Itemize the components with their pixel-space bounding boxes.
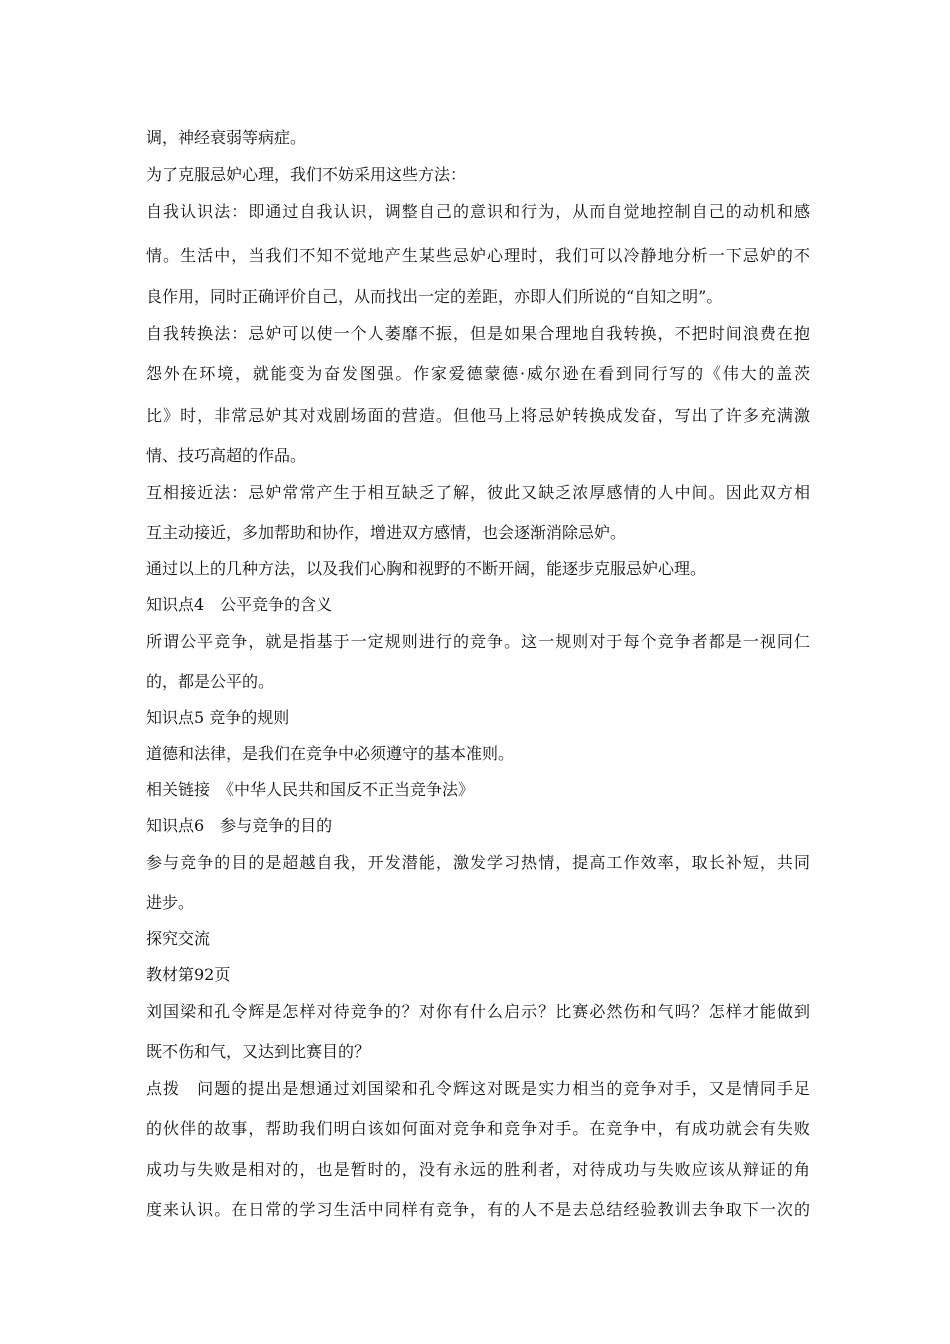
text-line: 教材第92页: [146, 965, 231, 984]
text-line: 情。生活中，当我们不知不觉地产生某些忌妒心理时，我们可以冷静地分析一下忌妒的不: [146, 246, 810, 265]
text-line: 的，都是公平的。: [146, 672, 275, 691]
text-line: 点拨 问题的提出是想通过刘国梁和孔令辉这对既是实力相当的竞争对手，又是情同手足: [146, 1079, 810, 1098]
text-line: 刘国梁和孔令辉是怎样对待竞争的？对你有什么启示？比赛必然伤和气吗？怎样才能做到: [146, 1002, 810, 1021]
text-line: 参与竞争的目的是超越自我，开发潜能，激发学习热情，提高工作效率，取长补短，共同: [146, 853, 810, 872]
text-line: 比》时，非常忌妒其对戏剧场面的营造。但他马上将忌妒转换成发奋，写出了许多充满激: [146, 406, 810, 425]
text-line: 进步。: [146, 893, 195, 912]
text-line: 度来认识。在日常的学习生活中同样有竞争，有的人不是去总结经验教训去争取下一次的: [146, 1200, 810, 1219]
text-line: 道德和法律，是我们在竞争中必须遵守的基本准则。: [146, 744, 515, 763]
text-line: 调，神经衰弱等病症。: [146, 128, 307, 147]
text-line: 的伙伴的故事，帮助我们明白该如何面对竞争和竞争对手。在竞争中，有成功就会有失败: [146, 1119, 810, 1138]
text-line: 自我认识法：即通过自我认识，调整自己的意识和行为，从而自觉地控制自己的动机和感: [146, 202, 810, 221]
related-link-line: 相关链接 《中华人民共和国反不正当竞争法》: [146, 780, 475, 799]
text-line: 良作用，同时正确评价自己，从而找出一定的差距，亦即人们所说的“自知之明”。: [146, 287, 723, 306]
section-heading: 知识点5 竞争的规则: [146, 708, 290, 727]
text-line: 怨外在环境，就能变为奋发图强。作家爱德蒙德·威尔逊在看到同行写的《伟大的盖茨: [146, 364, 810, 383]
text-line: 互相接近法：忌妒常常产生于相互缺乏了解，彼此又缺乏浓厚感情的人中间。因此双方相: [146, 483, 810, 502]
text-line: 为了克服忌妒心理，我们不妨采用这些方法：: [146, 165, 467, 184]
text-line: 互主动接近，多加帮助和协作，增进双方感情，也会逐渐消除忌妒。: [146, 523, 627, 542]
text-line: 通过以上的几种方法，以及我们心胸和视野的不断开阔，能逐步克服忌妒心理。: [146, 559, 707, 578]
section-heading: 知识点6 参与竞争的目的: [146, 816, 333, 835]
text-line: 自我转换法：忌妒可以使一个人萎靡不振，但是如果合理地自我转换，不把时间浪费在抱: [146, 324, 810, 343]
text-line: 情、技巧高超的作品。: [146, 446, 307, 465]
text-line: 既不伤和气，又达到比赛目的？: [146, 1042, 371, 1061]
section-heading: 探究交流: [146, 929, 211, 948]
text-line: 所谓公平竞争，就是指基于一定规则进行的竞争。这一规则对于每个竞争者都是一视同仁: [146, 632, 810, 651]
section-heading: 知识点4 公平竞争的含义: [146, 595, 333, 614]
text-line: 成功与失败是相对的，也是暂时的，没有永远的胜利者，对待成功与失败应该从辩证的角: [146, 1160, 810, 1179]
